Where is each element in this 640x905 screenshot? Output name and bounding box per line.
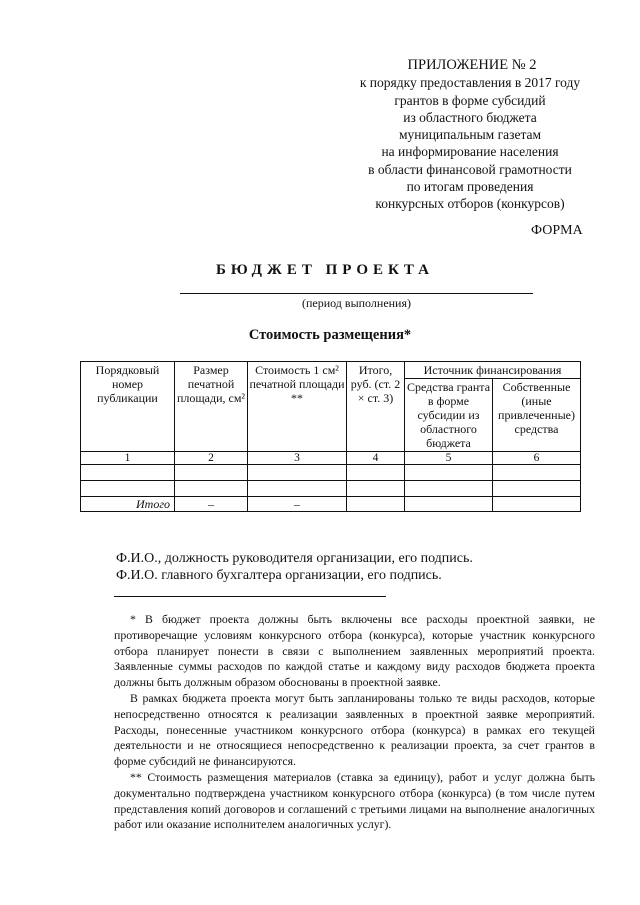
total-cell	[405, 497, 493, 512]
total-cell: –	[175, 497, 248, 512]
appendix-line: грантов в форме субсидий	[394, 92, 546, 108]
header-cell: Размер печатной площади, см²	[175, 362, 248, 452]
appendix-line: в области финансовой грамотности	[368, 161, 572, 177]
total-cell	[493, 497, 581, 512]
form-label: ФОРМА	[531, 223, 583, 238]
table-cell	[493, 465, 581, 481]
header-cell: Итого, руб. (ст. 2 × ст. 3)	[347, 362, 405, 452]
appendix-line: муниципальным газетам	[398, 127, 542, 143]
header-cell: Порядковый номер публикации	[81, 362, 175, 452]
appendix-line: конкурсных отборов (конкурсов)	[375, 196, 565, 212]
header-cell: Собственные (иные привлеченные) средства	[493, 379, 581, 452]
appendix-heading: ПРИЛОЖЕНИЕ № 2	[407, 57, 537, 73]
budget-table	[80, 361, 581, 512]
total-cell: –	[248, 497, 347, 512]
footnote-paragraph: ** Стоимость размещения материалов (ставка за единицу), работ и услуг должна быть документально подтверждена участником конкурсного отбора (конкурса) (в том числе путем представления копий договоров и соглашений с третьими лицами на выполнение аналогичных работ или оказание исполнителем аналогичных услуг).	[114, 769, 595, 832]
document-title: БЮДЖЕТ ПРОЕКТА	[216, 262, 434, 278]
period-fill-line	[180, 293, 533, 294]
column-number-row	[81, 452, 581, 465]
table-cell	[347, 481, 405, 497]
column-number: 1	[81, 452, 175, 465]
header-group-cell: Источник финансирования	[405, 362, 581, 379]
period-caption: (период выполнения)	[301, 296, 411, 310]
header-cell: Стоимость 1 см² печатной площади **	[248, 362, 347, 452]
appendix-header	[300, 57, 640, 213]
table-cell	[175, 465, 248, 481]
appendix-line: по итогам проведения	[406, 179, 534, 195]
cost-section-title: Стоимость размещения*	[248, 327, 412, 343]
table-cell	[248, 465, 347, 481]
signature-accountant: Ф.И.О. главного бухгалтера организации, его подпись.	[116, 568, 442, 583]
column-number: 4	[347, 452, 405, 465]
appendix-line: на информирование населения	[381, 144, 559, 160]
table-cell	[81, 481, 175, 497]
table-cell	[405, 465, 493, 481]
column-number: 6	[493, 452, 581, 465]
total-label: Итого	[81, 497, 175, 512]
column-number: 3	[248, 452, 347, 465]
total-row	[81, 497, 581, 512]
footnote-paragraph: * В бюджет проекта должны быть включены все расходы проектной заявки, не противоречащие условиям конкурсного отбора (конкурса), которые участник конкурсного отбора планирует понести в связи с выполнением заявленных мероприятий проекта. Заявленные суммы расходов по каждой статье и каждому виду расходов бюджета проекта должны быть должным образом обоснованы в проектной заявке.	[114, 612, 595, 690]
header-cell: Средства гранта в форме субсидии из областного бюджета	[405, 379, 493, 452]
table-cell	[248, 481, 347, 497]
table-cell	[175, 481, 248, 497]
column-number: 2	[175, 452, 248, 465]
signature-director: Ф.И.О., должность руководителя организации, его подпись.	[116, 551, 473, 566]
appendix-line: к порядку предоставления в 2017 году	[359, 75, 581, 91]
column-number: 5	[405, 452, 493, 465]
footnotes	[114, 612, 595, 833]
table-row	[81, 481, 581, 497]
appendix-line: из областного бюджета	[403, 109, 537, 125]
table-header-row	[81, 362, 581, 379]
table-cell	[81, 465, 175, 481]
table-cell	[405, 481, 493, 497]
footnote-paragraph: В рамках бюджета проекта могут быть запланированы только те виды расходов, которые непосредственно относятся к реализации заявленных в проектной заявке мероприятий. Расходы, понесенные участником конкурсного отбора (конкурса) в рамках его текущей деятельности и не относящиеся непосредственно к реализации проекта, за счет грантов в форме субсидий не финансируются.	[114, 690, 595, 769]
table-cell	[347, 465, 405, 481]
footnote-separator	[114, 596, 386, 597]
table-cell	[493, 481, 581, 497]
table-row	[81, 465, 581, 481]
total-cell	[347, 497, 405, 512]
